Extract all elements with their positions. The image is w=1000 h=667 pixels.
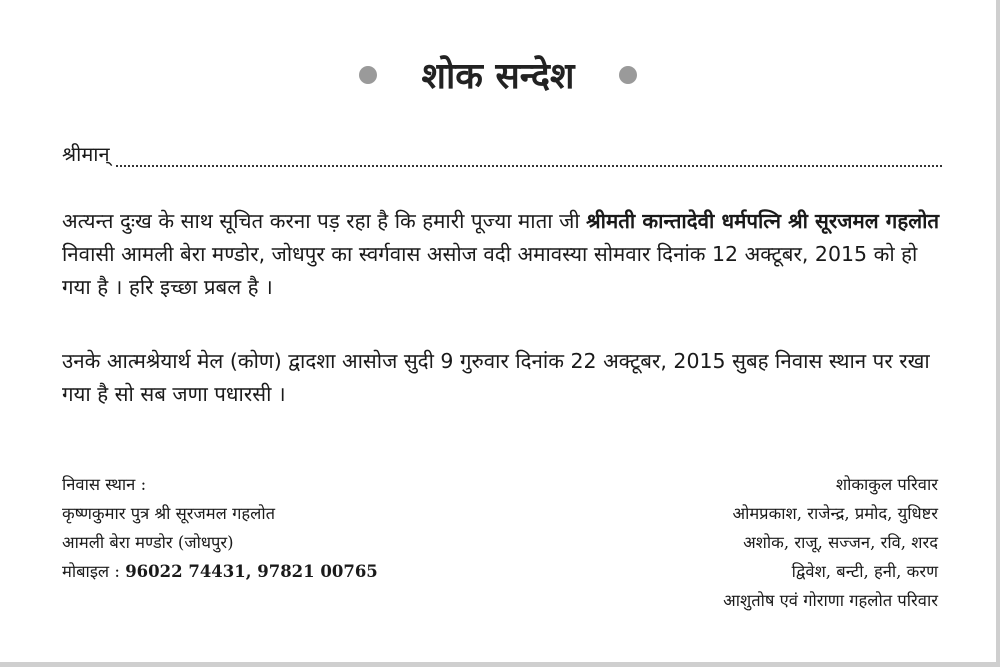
mobile-numbers: 96022 74431, 97821 00765 bbox=[125, 562, 378, 581]
residence-line-1: कृष्णकुमार पुत्र श्री सूरजमल गहलोत bbox=[62, 504, 276, 523]
mobile-label: मोबाइल : bbox=[62, 562, 126, 581]
family-heading: शोकाकुल परिवार bbox=[835, 475, 938, 494]
announcement-paragraph bbox=[62, 205, 952, 304]
family-block bbox=[723, 470, 938, 615]
family-line-2: अशोक, राजू, सज्जन, रवि, शरद bbox=[743, 533, 938, 552]
family-line-1: ओमप्रकाश, राजेन्द्र, प्रमोद, युधिष्टर bbox=[732, 504, 938, 523]
right-dot-ornament bbox=[619, 66, 637, 84]
mobile-line bbox=[62, 557, 378, 586]
page-title: शोक सन्देश bbox=[421, 56, 575, 97]
family-line-3: द्विवेश, बन्टी, हनी, करण bbox=[791, 562, 938, 581]
residence-line-2: आमली बेरा मण्डोर (जोधपुर) bbox=[62, 533, 234, 552]
left-dot-ornament bbox=[359, 66, 377, 84]
deceased-name: श्रीमती कान्तादेवी धर्मपत्नि श्री सूरजमल गहलोत bbox=[586, 209, 940, 233]
family-line-4: आशुतोष एवं गोराणा गहलोत परिवार bbox=[723, 591, 938, 610]
residence-block bbox=[62, 470, 378, 586]
announcement-text-part1: अत्यन्त दुःख के साथ सूचित करना पड़ रहा है कि हमारी पूज्या माता जी bbox=[62, 209, 587, 233]
salutation-label: श्रीमान् bbox=[62, 142, 110, 166]
residence-heading: निवास स्थान : bbox=[62, 475, 147, 494]
announcement-text-part2: निवासी आमली बेरा मण्डोर, जोधपुर का स्वर्गवास असोज वदी अमावस्या सोमवार दिनांक 12 अक्टूबर, 2015 को हो गया है । हरि इच्छा प्रबल है । bbox=[62, 242, 918, 299]
ceremony-paragraph: उनके आत्मश्रेयार्थ मेल (कोण) द्वादशा आसोज सुदी 9 गुरुवार दिनांक 22 अक्टूबर, 2015 सुबह निवास स्थान पर रखा गया है सो सब जणा पधारसी । bbox=[62, 349, 930, 406]
salutation-line bbox=[62, 140, 942, 167]
name-blank-dotted-line bbox=[116, 147, 942, 167]
title-row bbox=[0, 50, 996, 99]
